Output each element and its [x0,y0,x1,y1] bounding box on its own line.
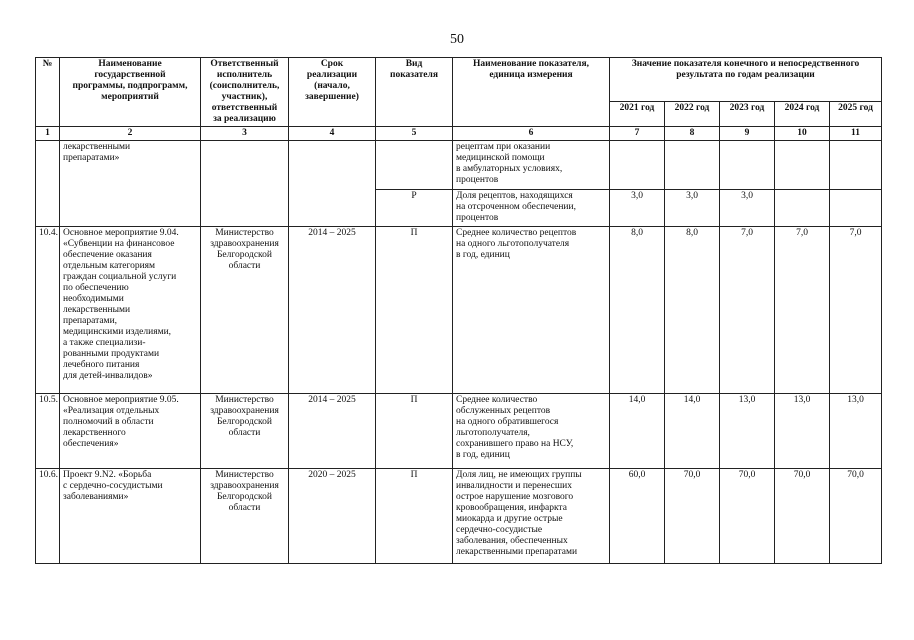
row-value: 70,0 [775,469,830,564]
cell-line: участник), [221,92,268,102]
row-number: 10.5. [36,394,60,469]
cell-line: Проект 9.N2. «Борьба [63,470,152,480]
cell-line: препаратами, [63,316,118,326]
cell-line: государственной [94,70,166,80]
row-value: 13,0 [830,394,882,469]
header-name [60,58,201,127]
cell-line: лекарственными препаратами [456,547,578,557]
cell-line: Доля рецептов, находящихся [456,191,573,201]
cell-line: Срок [320,59,344,69]
cell-line: показателя [390,70,438,80]
row-type: П [376,227,453,394]
row-type [376,141,453,190]
cell-line: Белгородской [216,250,273,260]
header-term [289,58,376,127]
cell-line: в амбулаторных условиях, [456,164,563,174]
cell-line: мероприятий [101,92,159,102]
cell-line: острое нарушение мозгового [456,492,574,502]
row-value: 14,0 [610,394,665,469]
cell-line: здравоохранения [210,239,279,249]
row-type: П [376,469,453,564]
cell-line: лечебного питания [63,360,140,370]
cell-line: Наименование показателя, [472,59,590,69]
row-value [830,141,882,190]
row-term: 2014 – 2025 [289,394,376,469]
row-name [60,141,201,227]
header-responsible [201,58,289,127]
cell-line: обеспечения» [63,439,119,449]
cell-line: обеспечение оказания [63,250,152,260]
cell-line: рецептам при оказании [456,142,551,152]
header-values-group [610,58,882,102]
row-number: 10.4. [36,227,60,394]
row-name [60,469,201,564]
row-term [289,141,376,227]
row-term: 2020 – 2025 [289,469,376,564]
cell-line: программы, подпрограмм, [72,81,188,91]
row-number [36,141,60,227]
cell-line: «Субвенции на финансовое [63,239,175,249]
cell-line: завершение) [305,92,359,102]
row-type: Р [376,190,453,227]
row-responsible [201,394,289,469]
cell-line: препаратами» [63,153,120,163]
table-row [36,227,882,394]
row-value: 60,0 [610,469,665,564]
cell-line: миокарда и другие острые [456,514,563,524]
cell-line: в год, единиц [456,450,510,460]
column-number: 3 [201,127,289,141]
row-value: 3,0 [665,190,720,227]
cell-line: на одного льготополучателя [456,239,570,249]
cell-line: рованными продуктами [63,349,160,359]
row-value: 8,0 [610,227,665,394]
cell-line: здравоохранения [210,481,279,491]
row-indicator [453,227,610,394]
row-name [60,227,201,394]
page-number: 50 [450,32,464,47]
header-year: 2022 год [665,102,720,127]
cell-line: лекарственными [63,142,131,152]
cell-line: «Реализация отдельных [63,406,160,416]
row-value [775,190,830,227]
cell-line: процентов [456,175,499,185]
cell-line: льготополучателя, [456,428,530,438]
cell-line: а также специализи- [63,338,146,348]
cell-line: лекарственного [63,428,126,438]
cell-line: (соисполнитель, [209,81,280,91]
cell-line: на одного обратившегося [456,417,559,427]
row-value: 14,0 [665,394,720,469]
table-row [36,469,882,564]
row-value: 70,0 [830,469,882,564]
cell-line: отдельным категориям [63,261,156,271]
cell-line: результата по годам реализации [676,70,815,80]
cell-line: Доля лиц, не имеющих группы [456,470,582,480]
row-value: 3,0 [720,190,775,227]
row-responsible [201,141,289,227]
column-number: 7 [610,127,665,141]
row-value: 7,0 [830,227,882,394]
row-value: 70,0 [665,469,720,564]
cell-line: на отсроченном обеспечении, [456,202,576,212]
row-value [775,141,830,190]
cell-line: Среднее количество рецептов [456,228,577,238]
row-number: 10.6. [36,469,60,564]
row-value: 3,0 [610,190,665,227]
cell-line: исполнитель [216,70,273,80]
cell-line: ответственный [211,103,278,113]
row-type: П [376,394,453,469]
row-term: 2014 – 2025 [289,227,376,394]
cell-line: Наименование [98,59,162,69]
row-value [665,141,720,190]
header-type [376,58,453,127]
row-value [830,190,882,227]
cell-line: сердечно-сосудистые [456,525,543,535]
header-row [36,58,882,102]
row-value: 13,0 [775,394,830,469]
column-number: 5 [376,127,453,141]
cell-line: лекарственными [63,305,131,315]
column-number: 1 [36,127,60,141]
table-row [36,394,882,469]
column-number: 9 [720,127,775,141]
column-number-row [36,127,882,141]
cell-line: Белгородской [216,417,273,427]
cell-line: Вид [405,59,423,69]
header-year: 2025 год [830,102,882,127]
header-num: № [36,58,60,127]
row-value: 7,0 [720,227,775,394]
cell-line: Значение показателя конечного и непосредственного [631,59,860,69]
cell-line: Министерство [215,395,274,405]
cell-line: для детей-инвалидов» [63,371,153,381]
cell-line: здравоохранения [210,406,279,416]
cell-line: (начало, [314,81,350,91]
cell-line: инвалидности и перенесших [456,481,573,491]
cell-line: медицинской помощи [456,153,545,163]
row-responsible [201,227,289,394]
column-number: 10 [775,127,830,141]
cell-line: медицинскими изделиями, [63,327,172,337]
cell-line: с сердечно-сосудистыми [63,481,163,491]
cell-line: области [228,503,261,513]
cell-line: Основное мероприятие 9.05. [63,395,179,405]
row-value: 13,0 [720,394,775,469]
cell-line: граждан социальной услуги [63,272,177,282]
cell-line: Министерство [215,470,274,480]
cell-line: в год, единиц [456,250,510,260]
cell-line: по обеспечению [63,283,129,293]
row-indicator [453,190,610,227]
row-name [60,394,201,469]
row-value [610,141,665,190]
row-indicator [453,141,610,190]
cell-line: за реализацию [213,114,276,124]
row-indicator [453,469,610,564]
cell-line: Основное мероприятие 9.04. [63,228,179,238]
header-indicator [453,58,610,127]
cell-line: единица измерения [489,70,573,80]
column-number: 8 [665,127,720,141]
cell-line: Министерство [215,228,274,238]
cell-line: полномочий в области [63,417,154,427]
row-value: 7,0 [775,227,830,394]
column-number: 6 [453,127,610,141]
cell-line: заболевания, обеспеченных [456,536,568,546]
cell-line: сохранившего право на НСУ, [456,439,574,449]
table-row [36,141,882,190]
cell-line: Ответственный [210,59,279,69]
cell-line: Среднее количество [456,395,538,405]
row-value: 8,0 [665,227,720,394]
cell-line: заболеваниями» [63,492,129,502]
cell-line: реализации [306,70,358,80]
row-value: 70,0 [720,469,775,564]
row-responsible [201,469,289,564]
cell-line: необходимыми [63,294,124,304]
header-year: 2023 год [720,102,775,127]
cell-line: области [228,428,261,438]
cell-line: обслуженных рецептов [456,406,551,416]
header-year: 2021 год [610,102,665,127]
header-year: 2024 год [775,102,830,127]
column-number: 2 [60,127,201,141]
column-number: 11 [830,127,882,141]
cell-line: области [228,261,261,271]
indicator-table [35,57,882,564]
row-value [720,141,775,190]
cell-line: процентов [456,213,499,223]
column-number: 4 [289,127,376,141]
row-indicator [453,394,610,469]
cell-line: кровообращения, инфаркта [456,503,567,513]
cell-line: Белгородской [216,492,273,502]
